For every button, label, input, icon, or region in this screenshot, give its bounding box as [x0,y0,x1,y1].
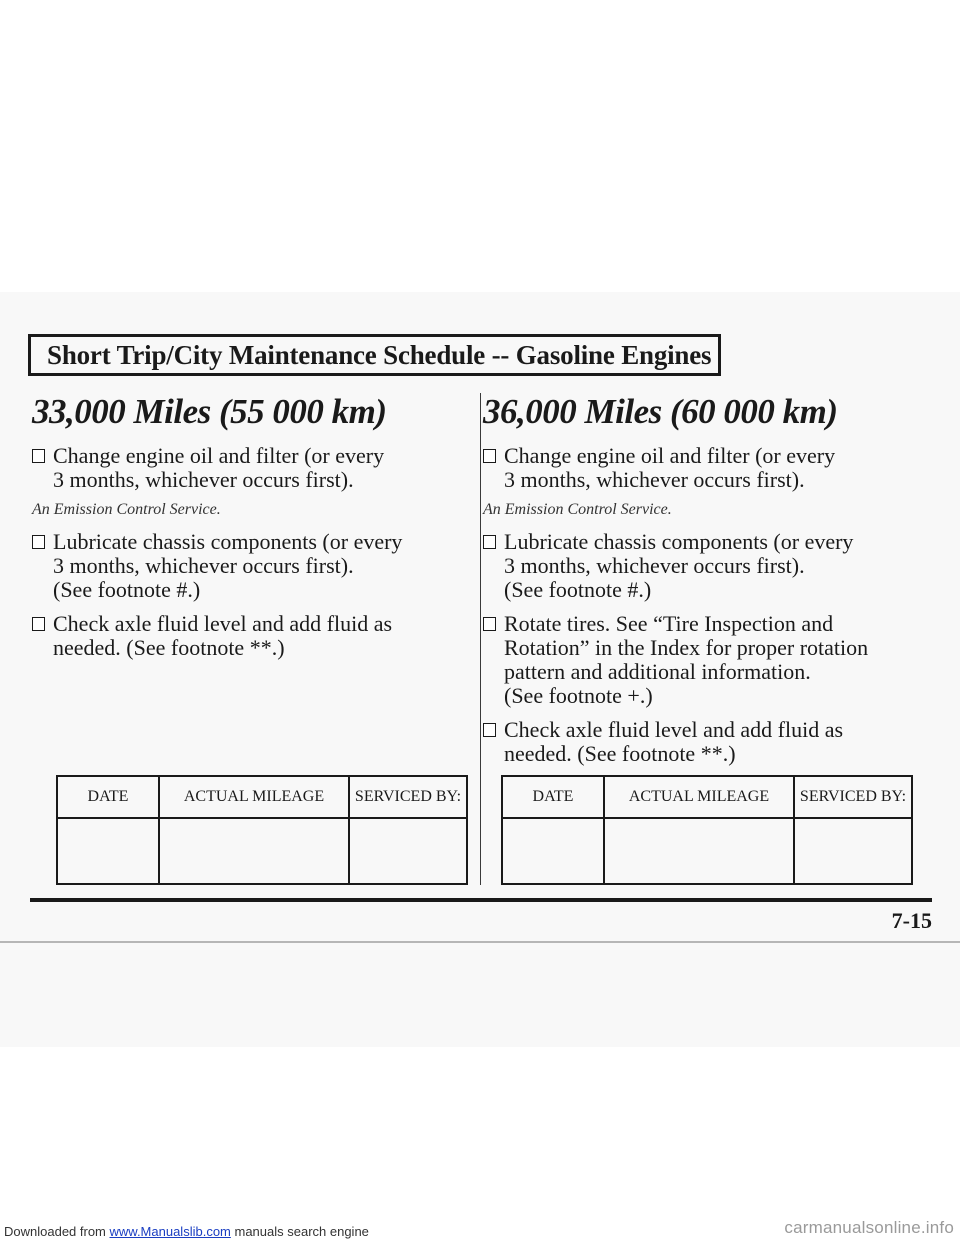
right-column [483,390,923,776]
watermark-suffix: manuals search engine [230,1224,369,1239]
scan-line [0,941,960,943]
section-title: Short Trip/City Maintenance Schedule -- Gasoline Engines [47,340,712,370]
item-text: Lubricate chassis components (or every 3 months, whichever occurs first). (See footnote #.) [504,529,854,602]
item-text: Lubricate chassis components (or every 3 months, whichever occurs first). (See footnote #.) [53,529,403,602]
checkbox-icon[interactable] [32,617,45,631]
checklist-item [483,530,923,602]
item-note: An Emission Control Service. [32,501,221,518]
checklist-item [32,444,472,520]
checklist-item [483,718,923,766]
column-header-mileage: ACTUAL MILEAGE [159,776,349,818]
date-entry-cell[interactable] [57,818,159,884]
right-checklist [483,444,923,766]
left-heading: 33,000 Miles (55 000 km) [32,392,387,431]
column-header-date: DATE [502,776,604,818]
watermark-prefix: Downloaded from [4,1224,110,1239]
checklist-item [32,612,472,660]
column-divider [480,393,481,885]
site-watermark: carmanualsonline.info [784,1218,954,1237]
left-service-log-table [56,775,468,885]
left-checklist [32,444,472,660]
mileage-entry-cell[interactable] [159,818,349,884]
item-text: Change engine oil and filter (or every 3 months, whichever occurs first). [53,443,385,492]
column-header-serviced-by: SERVICED BY: [349,776,467,818]
checkbox-icon[interactable] [483,723,496,737]
download-watermark [4,1224,369,1239]
right-heading: 36,000 Miles (60 000 km) [483,392,838,431]
item-text: Check axle fluid level and add fluid as needed. (See footnote **.) [504,717,844,766]
left-column [32,390,472,670]
serviced-by-entry-cell[interactable] [349,818,467,884]
checklist-item [32,530,472,602]
column-header-mileage: ACTUAL MILEAGE [604,776,794,818]
item-text: Check axle fluid level and add fluid as needed. (See footnote **.) [53,611,393,660]
date-entry-cell[interactable] [502,818,604,884]
item-text: Rotate tires. See “Tire Inspection and Rotation” in the Index for proper rotation pattern and additional information. (See footnote +.) [504,611,869,708]
checkbox-icon[interactable] [483,535,496,549]
checklist-item [483,444,923,520]
checkbox-icon[interactable] [483,617,496,631]
mileage-entry-cell[interactable] [604,818,794,884]
column-header-serviced-by: SERVICED BY: [794,776,912,818]
manualslib-link[interactable]: www.Manualslib.com [109,1224,231,1239]
page-number: 7-15 [891,908,932,933]
checklist-item [483,612,923,708]
column-header-date: DATE [57,776,159,818]
item-note: An Emission Control Service. [483,501,672,518]
item-text: Change engine oil and filter (or every 3 months, whichever occurs first). [504,443,836,492]
checkbox-icon[interactable] [32,449,45,463]
serviced-by-entry-cell[interactable] [794,818,912,884]
checkbox-icon[interactable] [483,449,496,463]
right-service-log-table [501,775,913,885]
checkbox-icon[interactable] [32,535,45,549]
footer-rule [30,898,932,902]
section-header [28,334,721,376]
